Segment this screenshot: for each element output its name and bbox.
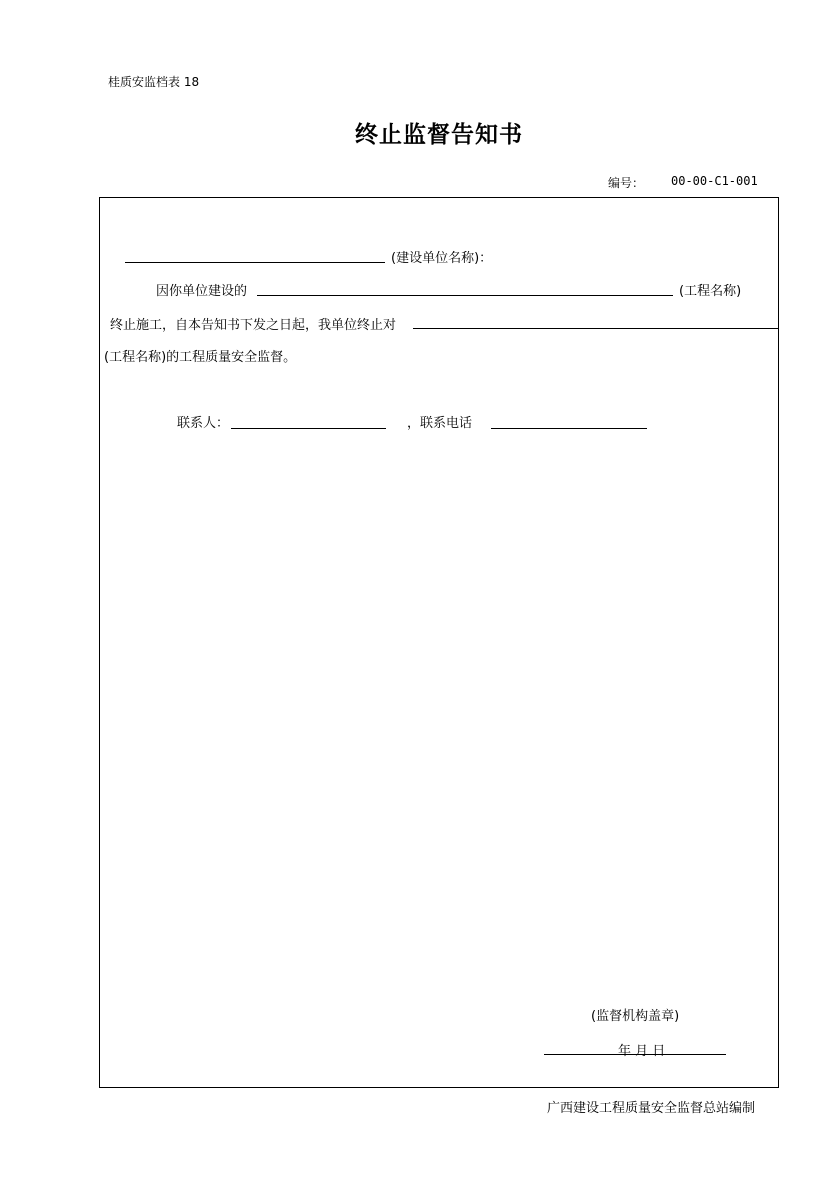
- project-name-blank-2[interactable]: [413, 328, 778, 329]
- date-underline[interactable]: [544, 1054, 726, 1055]
- serial-number-value: 00-00-C1-001: [671, 174, 758, 188]
- phone-label: ，联系电话: [407, 416, 473, 431]
- para3-text: (工程名称)的工程质量安全监督。: [104, 350, 297, 365]
- para2-text: 终止施工，自本告知书下发之日起，我单位终止对: [110, 318, 397, 333]
- serial-number-label: 编号：: [608, 176, 645, 190]
- contact-label: 联系人：: [177, 416, 230, 431]
- project-name-blank[interactable]: [257, 295, 673, 296]
- para1-suffix: (工程名称): [679, 284, 742, 299]
- form-code: 桂质安监档表 18: [108, 75, 200, 89]
- contact-phone-blank[interactable]: [491, 428, 647, 429]
- para1-prefix: 因你单位建设的: [156, 284, 248, 299]
- builder-name-suffix: (建设单位名称)：: [391, 251, 493, 266]
- document-title: 终止监督告知书: [355, 122, 523, 148]
- contact-person-blank[interactable]: [231, 428, 386, 429]
- seal-label: (监督机构盖章): [591, 1009, 680, 1024]
- publisher-footer: 广西建设工程质量安全监督总站编制: [547, 1101, 756, 1116]
- builder-name-blank[interactable]: [125, 262, 385, 263]
- date-label: 年 月 日: [618, 1044, 666, 1059]
